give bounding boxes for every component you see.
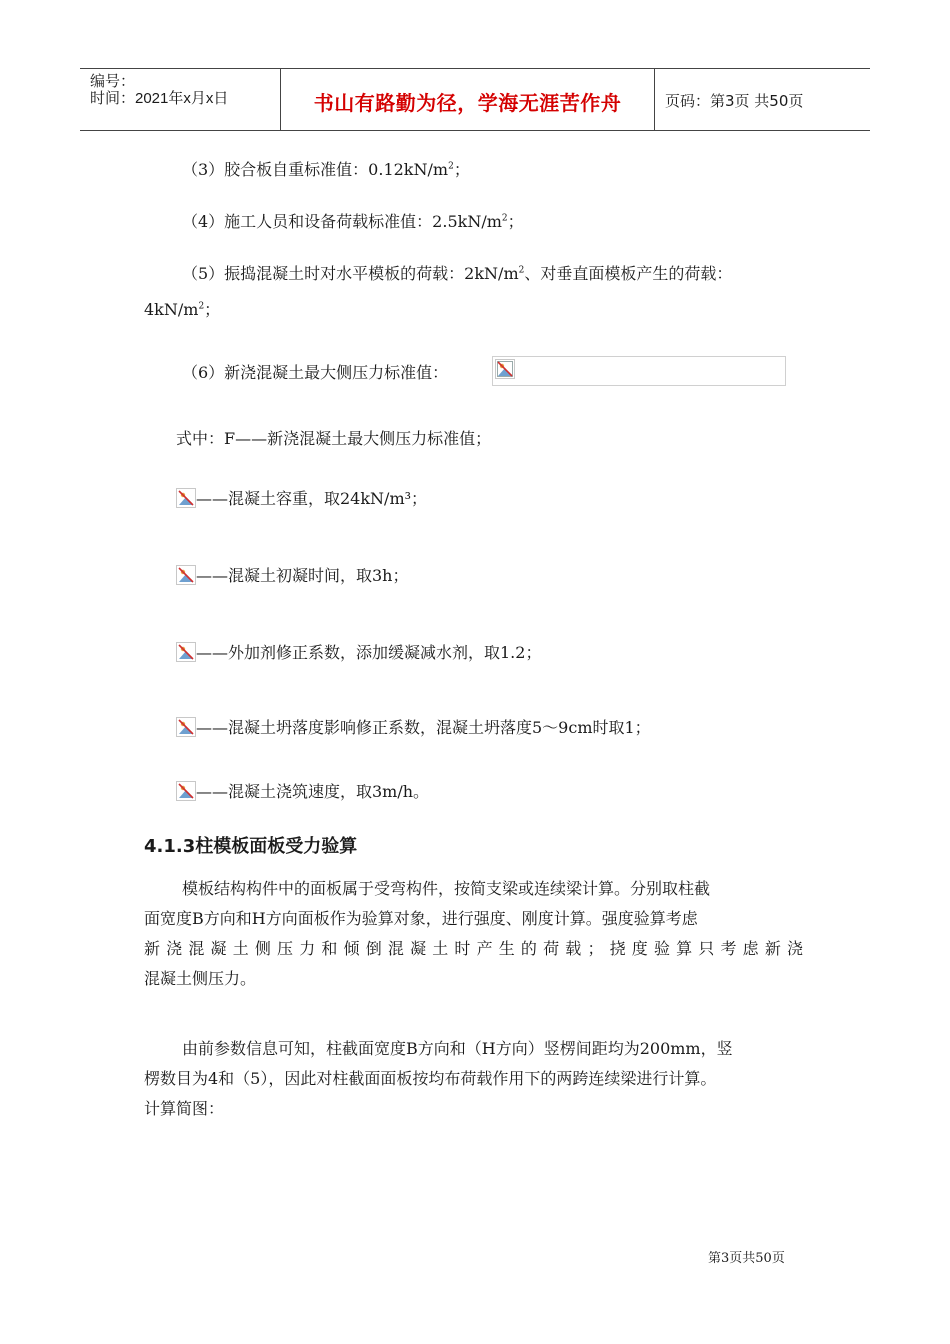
broken-image-icon [176,642,196,662]
load-item-3: （3）胶合板自重标准值：$0.12kN/m^2$； [182,160,470,179]
time-label: 时间：2021年x月x日 [90,90,229,107]
symbol-item [176,715,651,738]
paragraph-line: 模板结构构件中的面板属于受弯构件，按简支梁或连续梁计算。分别取柱截 [182,879,711,898]
symbol-description: ——混凝土初凝时间，取3h； [196,566,409,585]
broken-image-icon [176,565,196,585]
broken-image-icon [176,717,196,737]
header-right-cell [655,69,870,130]
symbol-item [176,486,427,509]
header-left-cell [80,69,281,130]
header-motto: 书山有路勤为径，学海无涯苦作舟 [313,91,622,115]
symbol-item [176,640,541,663]
header-motto-cell [281,69,655,130]
broken-image-icon [176,488,196,508]
symbol-description: ——外加剂修正系数，添加缓凝减水剂，取1.2； [196,643,542,662]
symbol-description: ——混凝土浇筑速度，取3m/h。 [196,782,430,801]
paragraph-panel-design [144,874,806,994]
section-heading: 4.1.3柱模板面板受力验算 [144,836,358,857]
page-footer: 第3页共50页 [708,1251,785,1266]
symbol-description: ——混凝土坍落度影响修正系数，混凝土坍落度5～9cm时取1； [196,718,651,737]
load-item-5-line1: （5）振捣混凝土时对水平模板的荷载：$2kN/m^2$、对垂直面模板产生的荷载： [182,264,733,283]
paragraph-calc-basis [144,1034,806,1124]
page-header [80,68,870,131]
paragraph-line: 计算简图： [144,1099,225,1118]
broken-image-icon [176,781,196,801]
paragraph-line: 混凝土侧压力。 [144,969,257,988]
load-item-6: （6）新浇混凝土最大侧压力标准值： [182,363,449,382]
symbol-item [176,563,409,586]
formula-image-frame [492,356,786,386]
formula-intro: 式中：F——新浇混凝土最大侧压力标准值； [176,429,492,448]
broken-image-icon [495,359,515,379]
paragraph-line: 由前参数信息可知，柱截面宽度B方向和（H方向）竖楞间距均为200mm，竖 [182,1039,733,1058]
code-label: 编号： [90,73,136,90]
paragraph-line: 新浇混凝土侧压力和倾倒混凝土时产生的荷载；挠度验算只考虑新浇 [144,939,806,958]
header-page-label: 页码：第3页 共50页 [665,92,804,110]
load-item-5-line2: $4kN/m^2$； [144,300,221,319]
symbol-item [176,779,429,802]
symbol-description: ——混凝土容重，取24kN/m³； [196,489,428,508]
load-item-4: （4）施工人员和设备荷载标准值：$2.5kN/m^2$； [182,212,524,231]
paragraph-line: 面宽度B方向和H方向面板作为验算对象，进行强度、刚度计算。强度验算考虑 [144,909,698,928]
paragraph-line: 楞数目为4和（5），因此对柱截面面板按均布荷载作用下的两跨连续梁进行计算。 [144,1069,717,1088]
